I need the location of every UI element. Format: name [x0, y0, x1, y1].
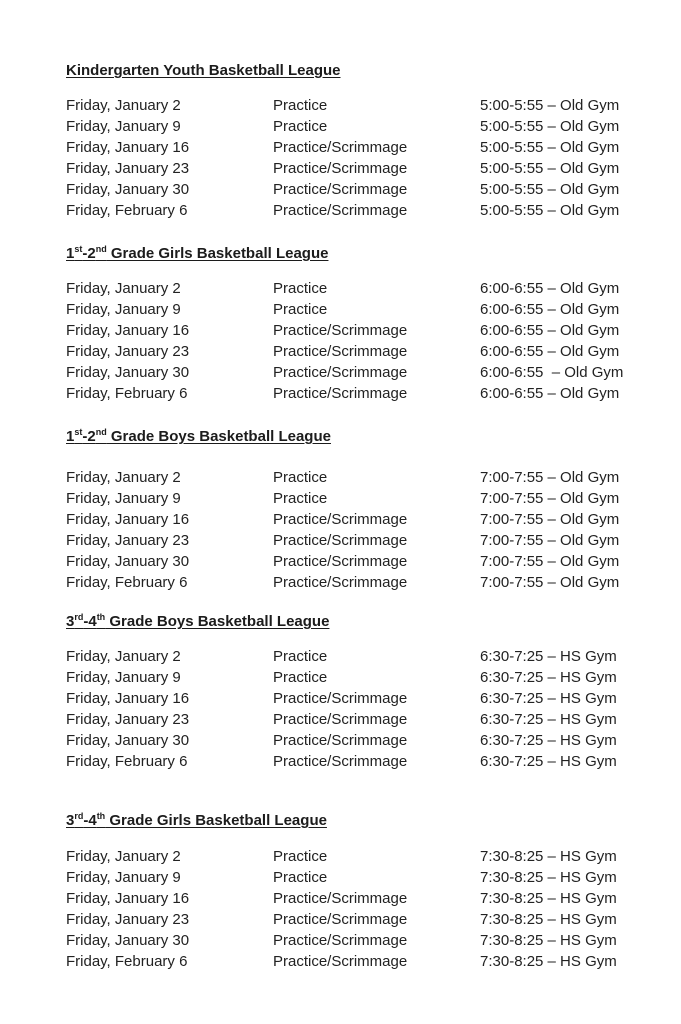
session-date: Friday, January 9 — [66, 490, 181, 508]
session-type: Practice — [273, 848, 328, 865]
session-date: Friday, January 23 — [66, 711, 190, 729]
title-text: -2 — [82, 245, 96, 262]
session-date: Friday, January 16 — [66, 511, 190, 529]
session-type: Practice — [273, 469, 328, 486]
league-section — [66, 61, 666, 220]
session-time-location: 6:30-7:25 – HS Gym — [480, 732, 617, 750]
session-date: Friday, February 6 — [66, 574, 188, 592]
session-type: Practice — [273, 669, 328, 687]
ordinal-suffix: rd — [74, 612, 84, 622]
league-title — [66, 244, 666, 264]
session-date: Friday, February 6 — [66, 202, 188, 220]
session-date: Friday, January 23 — [66, 343, 190, 361]
session-time-location: 6:30-7:25 – HS Gym — [480, 648, 617, 665]
session-date: Friday, January 16 — [66, 890, 190, 908]
session-type: Practice/Scrimmage — [273, 690, 408, 708]
ordinal-suffix: st — [74, 244, 83, 254]
session-type: Practice/Scrimmage — [273, 181, 408, 199]
league-title — [66, 427, 666, 447]
session-time-location: 7:00-7:55 – Old Gym — [480, 532, 620, 550]
session-time-location: 5:00-5:55 – Old Gym — [480, 160, 620, 178]
session-type: Practice/Scrimmage — [273, 932, 408, 950]
session-type: Practice/Scrimmage — [273, 322, 408, 340]
session-date: Friday, January 23 — [66, 160, 190, 178]
session-date: Friday, January 9 — [66, 301, 181, 319]
session-date: Friday, February 6 — [66, 753, 188, 771]
ordinal-suffix: rd — [74, 811, 84, 821]
league-section — [66, 612, 666, 771]
session-type: Practice/Scrimmage — [273, 343, 408, 361]
session-type: Practice/Scrimmage — [273, 711, 408, 729]
title-text: Grade Girls Basketball League — [105, 812, 327, 829]
session-type: Practice/Scrimmage — [273, 202, 408, 220]
session-type: Practice — [273, 490, 328, 508]
league-title — [66, 811, 666, 831]
session-type: Practice/Scrimmage — [273, 160, 408, 178]
title-text: Grade Boys Basketball League — [105, 613, 330, 630]
league-title — [66, 612, 666, 632]
session-time-location: 6:30-7:25 – HS Gym — [480, 690, 617, 708]
title-text: -2 — [82, 428, 96, 445]
session-time-location: 6:30-7:25 – HS Gym — [480, 711, 617, 729]
session-type: Practice/Scrimmage — [273, 532, 408, 550]
session-time-location: 7:30-8:25 – HS Gym — [480, 911, 617, 929]
session-time-location: 5:00-5:55 – Old Gym — [480, 118, 620, 136]
session-date: Friday, January 23 — [66, 532, 190, 550]
title-text: 3 — [66, 613, 75, 630]
session-type: Practice/Scrimmage — [273, 911, 408, 929]
session-type: Practice/Scrimmage — [273, 890, 408, 908]
ordinal-suffix: nd — [95, 427, 107, 437]
session-date: Friday, January 2 — [66, 97, 181, 114]
session-time-location: 7:30-8:25 – HS Gym — [480, 869, 617, 887]
session-date: Friday, January 30 — [66, 364, 190, 382]
session-type: Practice/Scrimmage — [273, 753, 408, 771]
session-time-location: 7:30-8:25 – HS Gym — [480, 890, 617, 908]
session-date: Friday, January 30 — [66, 732, 190, 750]
session-type: Practice/Scrimmage — [273, 511, 408, 529]
session-type: Practice/Scrimmage — [273, 574, 408, 592]
session-date: Friday, January 16 — [66, 322, 190, 340]
session-time-location: 7:00-7:55 – Old Gym — [480, 574, 620, 592]
session-type: Practice — [273, 97, 328, 114]
session-date: Friday, January 9 — [66, 869, 181, 887]
league-section — [66, 244, 666, 403]
session-date: Friday, January 2 — [66, 469, 181, 486]
session-time-location: 5:00-5:55 – Old Gym — [480, 97, 620, 114]
session-time-location: 7:00-7:55 – Old Gym — [480, 469, 620, 486]
session-time-location: 6:00-6:55 – Old Gym — [480, 280, 620, 297]
session-type: Practice/Scrimmage — [273, 953, 408, 971]
session-type: Practice/Scrimmage — [273, 139, 408, 157]
session-time-location: 6:00-6:55 – Old Gym — [480, 364, 624, 382]
session-time-location: 6:00-6:55 – Old Gym — [480, 385, 620, 403]
title-text: -4 — [83, 812, 97, 829]
session-date: Friday, January 2 — [66, 848, 181, 865]
title-text: Kindergarten Youth Basketball League — [66, 62, 341, 79]
session-type: Practice/Scrimmage — [273, 732, 408, 750]
session-time-location: 7:30-8:25 – HS Gym — [480, 932, 617, 950]
session-date: Friday, January 2 — [66, 648, 181, 665]
session-time-location: 7:00-7:55 – Old Gym — [480, 490, 620, 508]
session-time-location: 7:30-8:25 – HS Gym — [480, 953, 617, 971]
session-date: Friday, January 30 — [66, 181, 190, 199]
session-type: Practice — [273, 280, 328, 297]
session-date: Friday, January 9 — [66, 118, 181, 136]
session-time-location: 6:30-7:25 – HS Gym — [480, 669, 617, 687]
session-date: Friday, January 30 — [66, 553, 190, 571]
session-date: Friday, January 2 — [66, 280, 181, 297]
session-type: Practice — [273, 118, 328, 136]
session-type: Practice — [273, 301, 328, 319]
session-time-location: 7:00-7:55 – Old Gym — [480, 553, 620, 571]
session-date: Friday, January 9 — [66, 669, 181, 687]
ordinal-suffix: st — [74, 427, 83, 437]
session-time-location: 6:00-6:55 – Old Gym — [480, 322, 620, 340]
session-time-location: 7:30-8:25 – HS Gym — [480, 848, 617, 865]
session-time-location: 5:00-5:55 – Old Gym — [480, 139, 620, 157]
title-text: Grade Boys Basketball League — [106, 428, 331, 445]
session-type: Practice/Scrimmage — [273, 385, 408, 403]
ordinal-suffix: th — [96, 612, 106, 622]
session-time-location: 5:00-5:55 – Old Gym — [480, 202, 620, 220]
title-text: Grade Girls Basketball League — [106, 245, 329, 262]
league-section — [66, 427, 666, 592]
session-type: Practice — [273, 648, 328, 665]
session-time-location: 5:00-5:55 – Old Gym — [480, 181, 620, 199]
session-type: Practice — [273, 869, 328, 887]
session-date: Friday, February 6 — [66, 385, 188, 403]
session-date: Friday, February 6 — [66, 953, 188, 971]
session-date: Friday, January 16 — [66, 690, 190, 708]
title-text: 3 — [66, 812, 75, 829]
title-text: 1 — [66, 245, 75, 262]
session-date: Friday, January 30 — [66, 932, 190, 950]
session-time-location: 6:00-6:55 – Old Gym — [480, 343, 620, 361]
title-text: 1 — [66, 428, 75, 445]
ordinal-suffix: th — [96, 811, 106, 821]
session-type: Practice/Scrimmage — [273, 553, 408, 571]
session-date: Friday, January 23 — [66, 911, 190, 929]
session-time-location: 6:30-7:25 – HS Gym — [480, 753, 617, 771]
session-type: Practice/Scrimmage — [273, 364, 408, 382]
session-date: Friday, January 16 — [66, 139, 190, 157]
league-section — [66, 811, 666, 971]
session-time-location: 7:00-7:55 – Old Gym — [480, 511, 620, 529]
session-time-location: 6:00-6:55 – Old Gym — [480, 301, 620, 319]
league-title — [66, 61, 666, 81]
title-text: -4 — [83, 613, 97, 630]
ordinal-suffix: nd — [95, 244, 107, 254]
